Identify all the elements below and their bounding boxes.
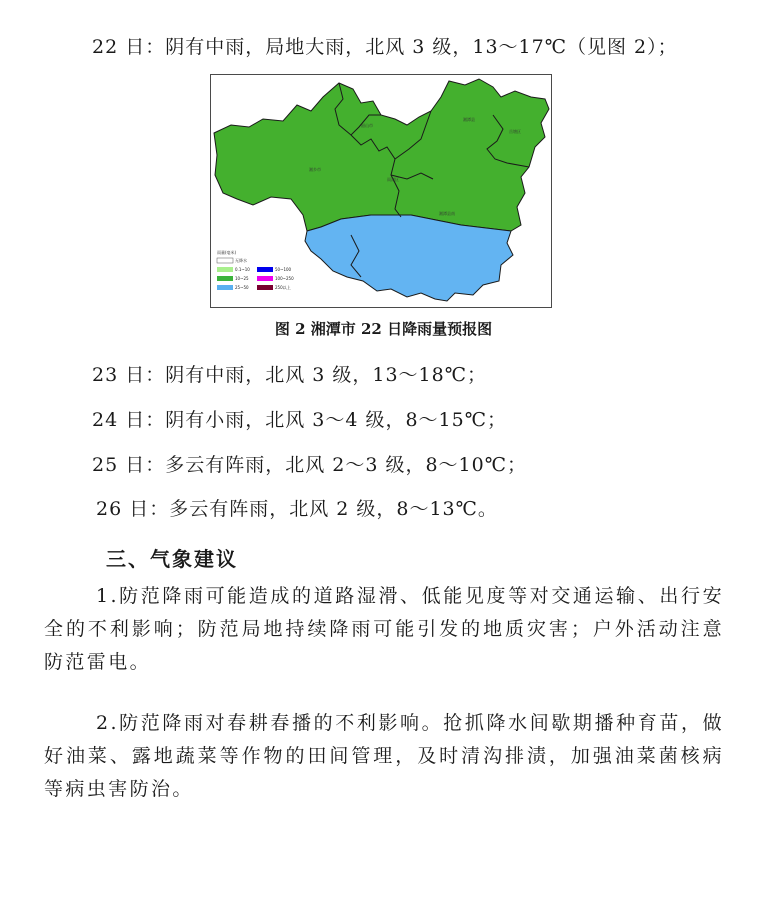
map-label: 湘潭县南 (439, 211, 455, 216)
figure-caption: 图 2 湘潭市 22 日降雨量预报图 (274, 320, 493, 338)
advice-text: 2.防范降雨对春耕春播的不利影响。抢抓降水间歇期播种育苗，做好油菜、露地蔬菜等作物的田间管理，及时清沟排渍，加强油菜菌核病等病虫害防治。 (44, 712, 724, 800)
legend-swatch (217, 267, 233, 272)
legend-title: 雨量(毫米) (217, 250, 237, 255)
legend-label: 250以上 (275, 285, 291, 290)
advice-text: 1.防范降雨可能造成的道路湿滑、低能见度等对交通运输、出行安全的不利影响；防范局地持续降雨可能引发的地质灾害；户外活动注意防范雷电。 (44, 585, 724, 673)
map-label: 雨湖区 (387, 177, 399, 182)
forecast-22-line: 22 日：阴有中雨，局地大雨，北风 3 级，13～17℃（见图 2）； (92, 36, 678, 58)
advice-paragraph-1 (44, 580, 724, 679)
map-region-rain-25-50 (305, 215, 513, 301)
legend-label: 无降水 (235, 258, 247, 263)
map-legend (217, 249, 294, 290)
forecast-24-line: 24 日：阴有小雨，北风 3～4 级，8～15℃； (92, 409, 507, 431)
legend-swatch (217, 258, 233, 263)
forecast-26-line: 26 日：多云有阵雨，北风 2 级，8～13℃。 (96, 498, 498, 520)
map-label: 湘潭县 (463, 117, 475, 122)
advice-paragraph-2 (44, 707, 724, 806)
legend-swatch (217, 285, 233, 290)
rainfall-forecast-map (210, 74, 552, 308)
map-region-rain-10-25 (214, 79, 549, 231)
map-label: 韶山市 (361, 123, 373, 128)
legend-label: 10~25 (235, 276, 249, 281)
legend-label: 100~250 (275, 276, 294, 281)
legend-swatch (257, 285, 273, 290)
legend-swatch (217, 276, 233, 281)
legend-label: 0.1~10 (235, 267, 250, 272)
legend-swatch (257, 276, 273, 281)
legend-swatch (257, 267, 273, 272)
forecast-23-line: 23 日：阴有中雨，北风 3 级，13～18℃； (92, 364, 487, 386)
map-label: 湘乡市 (309, 167, 321, 172)
map-svg (211, 75, 551, 307)
forecast-25-line: 25 日：多云有阵雨，北风 2～3 级，8～10℃； (92, 454, 527, 476)
map-label: 岳塘区 (509, 129, 521, 134)
section-title: 三、气象建议 (106, 547, 238, 571)
legend-label: 25~50 (235, 285, 249, 290)
legend-label: 50~100 (275, 267, 292, 272)
